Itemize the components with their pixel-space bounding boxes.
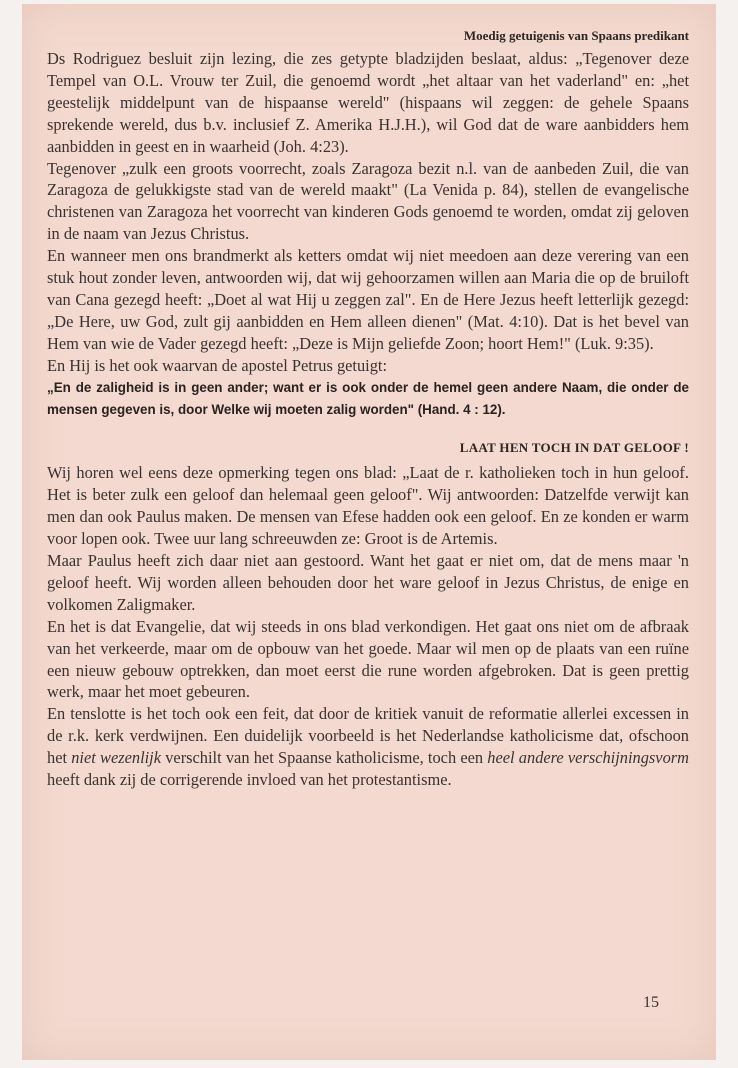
- page-number: 15: [643, 994, 659, 1011]
- page-content: [47, 28, 689, 791]
- paragraph-last: [47, 703, 689, 791]
- paragraph: Tegenover „zulk een groots voorrecht, zoals Zaragoza bezit n.l. van de aanbeden Zuil, die van Zaragoza de gelukkigste stad van de wereld maakt" (La Venida p. 84), stellen de evangelische christenen van Zaragoza het voorrecht van kinderen Gods genoemd te worden, omdat zij geloven in de naam van Jezus Christus.: [47, 158, 689, 244]
- section-title: LAAT HEN TOCH IN DAT GELOOF !: [459, 440, 689, 456]
- document-page: [22, 4, 716, 1060]
- paragraph: En Hij is het ook waarvan de apostel Petrus getuigt:: [47, 355, 388, 375]
- paragraph: Maar Paulus heeft zich daar niet aan gestoord. Want het gaat er niet om, dat de mens maar 'n geloof heeft. Wij worden alleen behouden door het ware geloof in Jezus Christus, de enige en volkomen Zaligmaker.: [47, 551, 689, 614]
- italic-run: heel andere verschijningsvorm: [487, 748, 689, 768]
- italic-run: niet wezenlijk: [71, 748, 162, 768]
- running-head: Moedig getuigenis van Spaans predikant: [463, 28, 689, 43]
- bible-quote: „En de zaligheid is in geen ander; want er is ook onder de hemel geen andere Naam, die onder de mensen gegeven is, door Welke wij moeten zalig worden" (Hand. 4 : 12).: [47, 379, 689, 417]
- text-run: verschilt van het Spaanse katholicisme, toch een: [161, 748, 488, 768]
- paragraph: Wij horen wel eens deze opmerking tegen ons blad: „Laat de r. katholieken toch in hun geloof. Het is beter zulk een geloof dan helemaal geen geloof". Wij antwoorden: Datzelfde verwijt kan men dan ook Paulus maken. De mensen van Efese hadden ook een geloof. En ze konden er warm voor lopen ook. Twee uur lang schreeuwden ze: Groot is de Artemis.: [47, 463, 689, 549]
- text-run: En tenslotte is het toch ook een feit, dat door de kritiek vanuit de reformatie allerlei excessen in de r.k. kerk verdwijnen. Een duidelijk voorbeeld is het Nederlandse katholicisme dat, ofschoon het: [47, 704, 689, 768]
- text-run: heeft dank zij de corrigerende invloed van het protestantisme.: [47, 770, 452, 790]
- paragraph: En het is dat Evangelie, dat wij steeds in ons blad verkondigen. Het gaat ons niet om de afbraak van het verkeerde, maar om de opbouw van het goede. Maar wil men op de plaats van een ruïne een nieuw gebouw optrekken, dan moet eerst die rune worden afgebroken. Dat is geen prettig werk, maar het moet gebeuren.: [47, 616, 689, 702]
- paragraph: En wanneer men ons brandmerkt als ketters omdat wij niet meedoen aan deze verering van een stuk hout zonder leven, antwoorden wij, dat wij gehoorzamen willen aan Maria die op de bruiloft van Cana gezegd heeft: „Doet al wat Hij u zeggen zal". En de Here Jezus heeft letterlijk gezegd: „De Here, uw God, zult gij aanbidden en Hem alleen dienen" (Mat. 4:10). Dat is het bevel van Hem van wie de Vader gezegd heeft: „Deze is Mijn geliefde Zoon; hoort Hem!" (Luk. 9:35).: [47, 246, 689, 353]
- paragraph: Ds Rodriguez besluit zijn lezing, die zes getypte bladzijden beslaat, aldus: „Tegenover deze Tempel van O.L. Vrouw ter Zuil, die genoemd wordt „het altaar van het vaderland" en: „het geestelijk middelpunt van de hispaanse wereld" (hispaans wil zeggen: de gehele Spaans sprekende wereld, dus b.v. inclusief Z. Amerika H.J.H.), wil God dat de ware aanbidders hem aanbidden in geest en in waarheid (Joh. 4:23).: [47, 49, 689, 156]
